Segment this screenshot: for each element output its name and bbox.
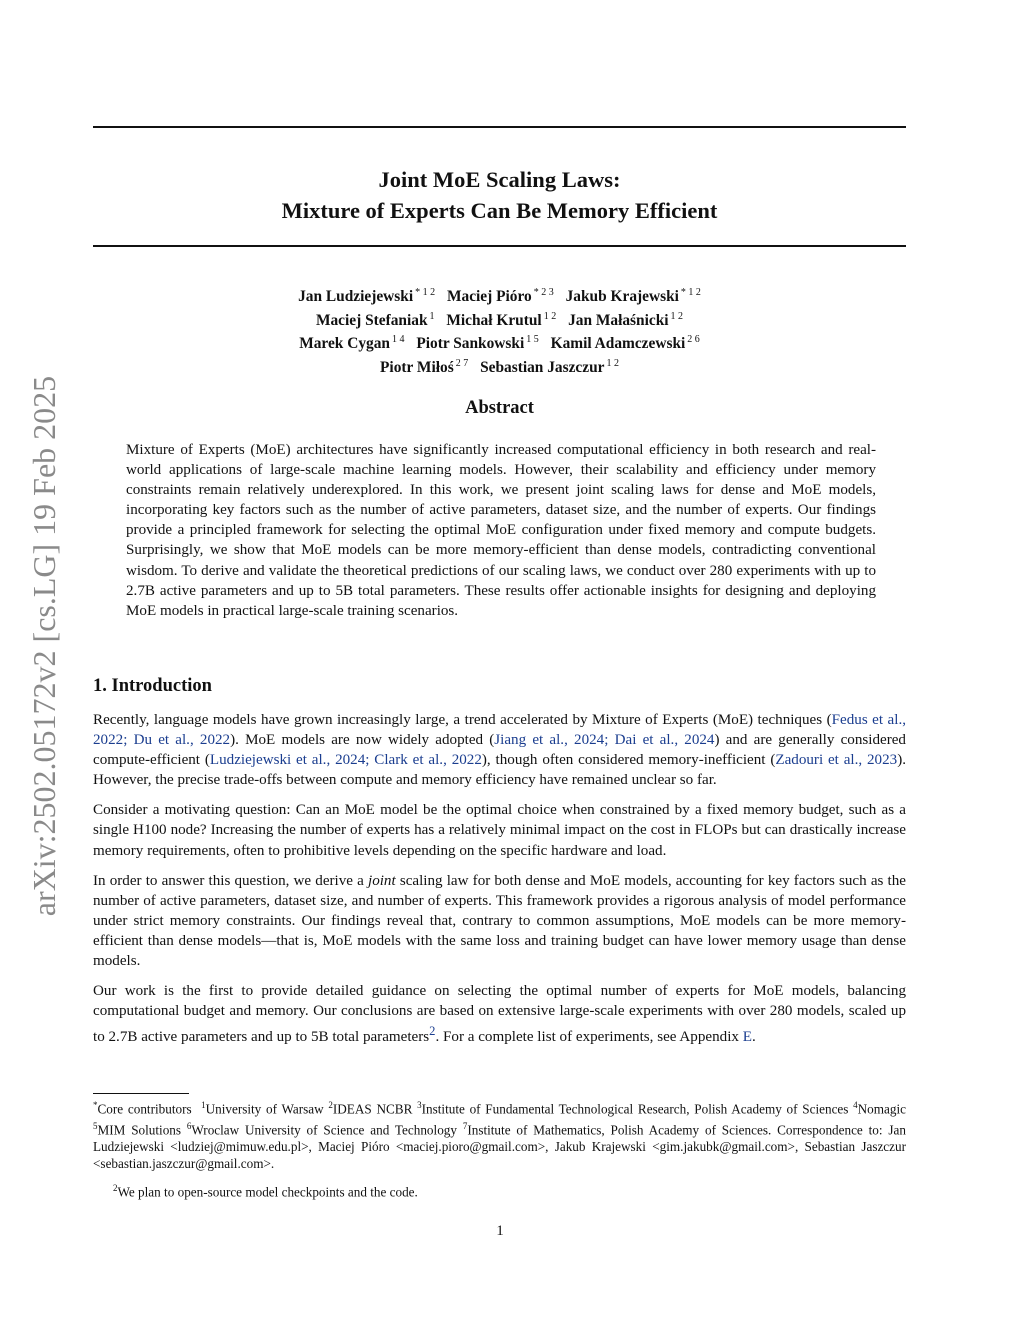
affiliations-footnote: *Core contributors $^1$University of Warsaw $^2$IDEAS NCBR $^3$Institute of Fundamental Technological Research, Polish Academy of Sciences $^4$Nomagic $^5$MIM Solutions $^6$Wroclaw University of Science and Technology $^7$Institute of Mathematics, Polish Academy of Sciences. Correspondence to: Jan Ludziejewski <ludziej@mimuw.edu.pl>, Maciej Pióro <maciej.pioro@gmail.com>, Jakub Krajewski <gim.jakubk@gmail.com>, Sebastian Jaszczur <sebastian.jaszczur@gmail.com>.: [93, 1100, 906, 1171]
title-bottom-rule: [93, 245, 906, 247]
author: Jakub Krajewski $^{* 1 2}$: [565, 287, 701, 305]
author: Jan Małaśnicki $^{1 2}$: [568, 310, 684, 329]
citation-link[interactable]: Jiang et al., 2024; Dai et al., 2024: [494, 732, 715, 749]
title-line-2: Mixture of Experts Can Be Memory Efficient: [281, 198, 718, 223]
paragraph: Recently, language models have grown increasingly large, a trend accelerated by Mixture of Experts (MoE) techniques (Fedus et al., 2022; Du et al., 2022). MoE models are now widely adopted (Jiang et al., 2024; Dai et al., 2024) and are generally considered compute-efficient (Ludziejewski et al., 2024; Clark et al., 2022), though often considered memory-inefficient (Zadouri et al., 2023). However, the precise trade-offs between compute and memory efficiency have remained unclear so far.: [93, 712, 907, 789]
author: Jan Ludziejewski $^{* 1 2}$: [298, 287, 436, 305]
footnote-ref[interactable]: 2: [429, 1024, 436, 1039]
author: Maciej Stefaniak $^1$: [315, 310, 435, 329]
author-row: [93, 354, 906, 378]
title-line-1: Joint MoE Scaling Laws:: [378, 167, 621, 192]
paper-title: [93, 164, 906, 226]
author-row: [93, 307, 906, 331]
author: Piotr Sankowski $^{1 5}$: [416, 334, 539, 353]
author: Michał Krutul $^{1 2}$: [446, 310, 557, 329]
footnote-2: $^2$We plan to open-source model checkpoints and the code.: [113, 1183, 418, 1200]
section-heading-introduction: 1. Introduction: [93, 676, 212, 696]
author: Kamil Adamczewski $^{2 6}$: [550, 334, 700, 353]
author: Sebastian Jaszczur $^{1 2}$: [480, 357, 619, 376]
appendix-link[interactable]: E: [742, 1029, 752, 1046]
author-row: [93, 330, 906, 354]
citation-link[interactable]: Fedus et al., 2022; Du et al., 2022: [93, 712, 906, 749]
emphasis: joint: [368, 872, 396, 889]
citation-link[interactable]: Ludziejewski et al., 2024; Clark et al., 2022: [209, 752, 482, 769]
abstract-heading: Abstract: [465, 398, 534, 418]
page-number: 1: [496, 1223, 504, 1239]
author-row: [93, 283, 906, 307]
abstract-body: Mixture of Experts (MoE) architectures have significantly increased computational efficiency in both research and real-world applications of large-scale machine learning models. However, their scalability and efficiency under memory constraints remain relatively underexplored. In this work, we present joint scaling laws for dense and MoE models, incorporating key factors such as the number of active parameters, dataset size, and the number of experts. Our findings provide a principled framework for selecting the optimal MoE configuration under fixed memory and compute budgets. Surprisingly, we show that MoE models can be more memory-efficient than dense models, contradicting conventional wisdom. To derive and validate the theoretical predictions of our scaling laws, we conduct over 280 experiments with up to 2.7B active parameters and up to 5B total parameters. These results offer actionable insights for designing and deploying MoE models in practical large-scale training scenarios.: [126, 442, 876, 619]
author: Maciej Pióro $^{* 2 3}$: [446, 287, 554, 305]
top-rule: [93, 126, 906, 128]
introduction-body: [93, 710, 906, 1057]
arxiv-side-stamp: arXiv:2502.05172v2 [cs.LG] 19 Feb 2025: [26, 375, 62, 917]
footnote-rule: [93, 1093, 189, 1094]
paragraph: In order to answer this question, we derive a joint scaling law for both dense and MoE models, accounting for key factors such as the number of active parameters, dataset size, and number of experts. This framework provides a rigorous analysis of model performance under strict memory constraints. Our findings reveal that, contrary to common assumptions, MoE models can be more memory-efficient than dense models—that is, MoE models with the same loss and training budget can have lower memory usage than dense models.: [93, 872, 906, 970]
citation-link[interactable]: Zadouri et al., 2023: [775, 752, 898, 769]
author: Marek Cygan $^{1 4}$: [299, 334, 405, 353]
paragraph: Consider a motivating question: Can an MoE model be the optimal choice when constrained by a fixed memory budget, such as a single H100 node? Increasing the number of experts has a relatively minimal impact on the cost in FLOPs but can drastically increase memory requirements, often to prohibitive levels depending on the specific hardware and load.: [93, 802, 906, 859]
author-list: [93, 283, 906, 377]
paragraph: Our work is the first to provide detailed guidance on selecting the optimal number of experts for MoE models, balancing computational budget and memory. Our conclusions are based on extensive large-scale experiments with over 280 models, scaled up to 2.7B active parameters and up to 5B total parameters$^2$. For a complete list of experiments, see Appendix E.: [93, 983, 906, 1046]
author: Piotr Miłoś $^{2 7}$: [380, 357, 469, 376]
